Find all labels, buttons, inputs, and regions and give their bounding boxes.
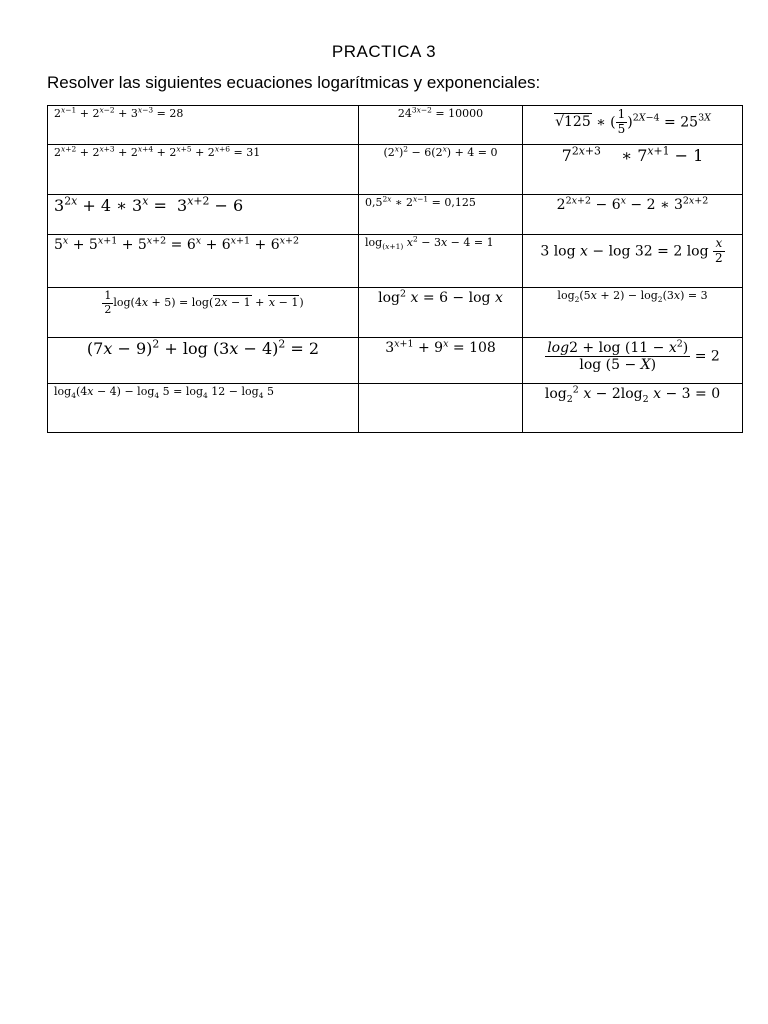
exercise-2-3: $7^{2x+3}$ ∗ $7^{x+1} - 1$	[523, 145, 743, 195]
instructions-text: Resolver las siguientes ecuaciones logarítmicas y exponenciales:	[47, 73, 541, 92]
exercise-1-3: √125 ∗ ( $\frac{1}{5}$ )$^{2X-4} = 25^{3X}$	[523, 106, 743, 145]
exercises-table	[47, 105, 743, 433]
exercise-2-1: $2^{x+2} + 2^{x+3} + 2^{x+4} + 2^{x+5} + 2^{x+6} = 31$	[48, 145, 359, 195]
exercise-5-3: $\log_2(5x + 2) - \log_2(3x) = 3$	[523, 288, 743, 338]
exercise-3-1: $3^{2x} + 4$ ∗ $3^x = 3^{x+2} - 6$	[48, 195, 359, 235]
table-row	[48, 145, 743, 195]
exercise-7-3: $\log_2^2 x - 2\log_2$ x − 3 = 0	[523, 384, 743, 433]
table-row	[48, 288, 743, 338]
exercise-1-1: $2^{x-1} + 2^{x-2} + 3^{x-3} = 28$	[48, 106, 359, 145]
exercise-6-1: $(7x - 9)^2 + \log (3x - 4)^2 = 2$	[48, 338, 359, 384]
exercise-4-2: $\log_{(x+1)} x^2 - 3x - 4 = 1$	[359, 235, 523, 288]
exercise-1-2: $24^{3x-2} = 10000$	[359, 106, 523, 145]
exercise-5-2: $\log^2 x = 6 - \log x$	[359, 288, 523, 338]
exercise-2-2: $(2^x)^2 - 6(2^x) + 4 = 0$	[359, 145, 523, 195]
page-title: PRACTICA 3	[331, 42, 437, 61]
table-row	[48, 195, 743, 235]
exercise-6-2: $3^{x+1} + 9^x = 108$	[359, 338, 523, 384]
table-row	[48, 235, 743, 288]
table-row	[48, 384, 743, 433]
exercise-3-2: $0,5^{2x}$ ∗ $2^{x-1} = 0,125$	[359, 195, 523, 235]
exercise-6-3: $\frac{\log 2 + \log (11 - x^2)}{\log (5 - X)}$ = 2	[523, 338, 743, 384]
table-row	[48, 106, 743, 145]
empty-cell	[359, 384, 523, 433]
exercise-3-3: $2^{2x+2} - 6^x - 2$ ∗ $3^{2x+2}$	[523, 195, 743, 235]
exercise-5-1: $\frac{1}{2}$ log(4x + 5) = log(2x − 1 + x − 1)	[48, 288, 359, 338]
exercise-7-1: $\log_4(4x - 4) - \log_4 5 = \log_4 12 - \log_4 5$	[48, 384, 359, 433]
table-row	[48, 338, 743, 384]
exercise-4-3: 3 log x − log 32 = 2 log $\frac{x}{2}$	[523, 235, 743, 288]
exercise-4-1: $5^x + 5^{x+1} + 5^{x+2} = 6^x + 6^{x+1} + 6^{x+2}$	[48, 235, 359, 288]
